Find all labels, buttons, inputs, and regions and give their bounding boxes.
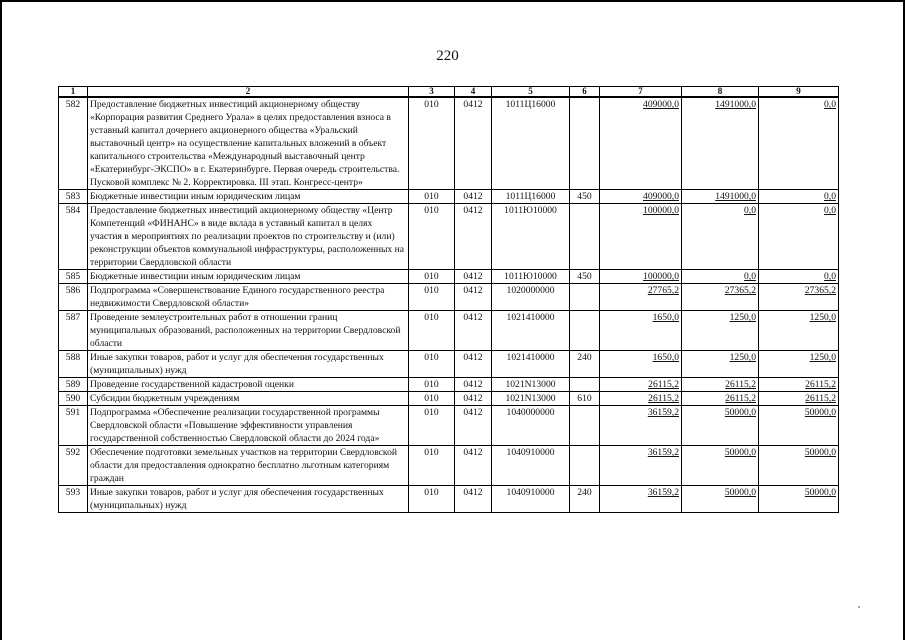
amount-year-1: 100000,0 — [643, 205, 679, 216]
amount-year-1-cell — [600, 190, 682, 204]
table-row — [59, 351, 839, 378]
expense-type-code — [570, 311, 600, 351]
amount-year-1-cell — [600, 406, 682, 446]
amount-year-1: 27765,2 — [647, 285, 679, 296]
target-article-code: 1021410000 — [492, 311, 570, 351]
expense-type-code — [570, 204, 600, 270]
row-number: 587 — [59, 311, 88, 351]
amount-year-2: 1491000,0 — [715, 99, 756, 110]
table-row — [59, 406, 839, 446]
table-row — [59, 204, 839, 270]
column-header-2: 2 — [88, 87, 409, 98]
target-article-code: 1040910000 — [492, 446, 570, 486]
header-row — [59, 87, 839, 98]
amount-year-3-cell — [759, 351, 839, 378]
section-code: 0412 — [455, 311, 492, 351]
amount-year-1: 1650,0 — [652, 352, 679, 363]
amount-year-3: 27365,2 — [804, 285, 836, 296]
target-article-code: 1021N13000 — [492, 378, 570, 392]
amount-year-1-cell — [600, 392, 682, 406]
row-number: 593 — [59, 486, 88, 513]
amount-year-1-cell — [600, 446, 682, 486]
amount-year-1-cell — [600, 311, 682, 351]
column-header-1: 1 — [59, 87, 88, 98]
row-name: Подпрограмма «Обеспечение реализации государственной программы Свердловской области «Повышение эффективности управления государственной собственностью Свердловской области до 2024 года» — [88, 406, 409, 446]
amount-year-3-cell — [759, 270, 839, 284]
scan-border-top — [0, 0, 905, 2]
row-number: 591 — [59, 406, 88, 446]
expense-type-code — [570, 378, 600, 392]
amount-year-3-cell — [759, 406, 839, 446]
expense-type-code: 450 — [570, 270, 600, 284]
table-row — [59, 311, 839, 351]
row-number: 589 — [59, 378, 88, 392]
amount-year-2: 1250,0 — [729, 352, 756, 363]
section-code: 0412 — [455, 392, 492, 406]
column-header-5: 5 — [492, 87, 570, 98]
row-number: 588 — [59, 351, 88, 378]
column-header-3: 3 — [409, 87, 455, 98]
row-name: Бюджетные инвестиции иным юридическим лицам — [88, 190, 409, 204]
amount-year-2: 26115,2 — [725, 393, 756, 404]
amount-year-3: 50000,0 — [804, 487, 836, 498]
target-article-code: 1011Ц16000 — [492, 97, 570, 190]
section-code: 0412 — [455, 406, 492, 446]
amount-year-1: 409000,0 — [643, 191, 679, 202]
amount-year-3: 26115,2 — [805, 393, 836, 404]
amount-year-3: 0,0 — [824, 205, 836, 216]
section-code: 0412 — [455, 284, 492, 311]
amount-year-2: 0,0 — [744, 271, 756, 282]
section-code: 0412 — [455, 378, 492, 392]
amount-year-1: 36159,2 — [647, 447, 679, 458]
amount-year-2: 50000,0 — [724, 407, 756, 418]
target-article-code: 1011Ю10000 — [492, 270, 570, 284]
target-article-code: 1011Ц16000 — [492, 190, 570, 204]
ministry-code: 010 — [409, 486, 455, 513]
amount-year-2-cell — [682, 204, 759, 270]
target-article-code: 1011Ю10000 — [492, 204, 570, 270]
row-number: 590 — [59, 392, 88, 406]
amount-year-3: 0,0 — [824, 191, 836, 202]
ministry-code: 010 — [409, 190, 455, 204]
amount-year-1: 36159,2 — [647, 407, 679, 418]
table-row — [59, 97, 839, 190]
target-article-code: 1040910000 — [492, 486, 570, 513]
ministry-code: 010 — [409, 351, 455, 378]
amount-year-1: 26115,2 — [648, 379, 679, 390]
amount-year-2-cell — [682, 311, 759, 351]
expense-type-code: 240 — [570, 486, 600, 513]
amount-year-3: 0,0 — [824, 99, 836, 110]
amount-year-2: 1491000,0 — [715, 191, 756, 202]
section-code: 0412 — [455, 486, 492, 513]
row-name: Проведение государственной кадастровой оценки — [88, 378, 409, 392]
row-number: 586 — [59, 284, 88, 311]
amount-year-1: 36159,2 — [647, 487, 679, 498]
amount-year-3: 26115,2 — [805, 379, 836, 390]
expense-type-code — [570, 284, 600, 311]
amount-year-2-cell — [682, 190, 759, 204]
row-name: Иные закупки товаров, работ и услуг для обеспечения государственных (муниципальных) нужд — [88, 486, 409, 513]
ministry-code: 010 — [409, 392, 455, 406]
section-code: 0412 — [455, 446, 492, 486]
amount-year-3-cell — [759, 284, 839, 311]
column-header-6: 6 — [570, 87, 600, 98]
column-header-4: 4 — [455, 87, 492, 98]
scan-speck — [858, 606, 860, 608]
ministry-code: 010 — [409, 204, 455, 270]
row-name: Иные закупки товаров, работ и услуг для обеспечения государственных (муниципальных) нужд — [88, 351, 409, 378]
row-name: Предоставление бюджетных инвестиций акционерному обществу «Корпорация развития Среднего Урала» в целях предоставления взноса в уставный капитал дочернего акционерного общества «Уральский выставочный центр» на осуществление капитальных вложений в объект капитального строительства «Международный выставочный центр «Екатеринбург-ЭКСПО» в г. Екатеринбурге. Первая очередь строительства. Пусковой комплекс № 2. Корректировка. III этап. Конгресс-центр» — [88, 97, 409, 190]
table-row — [59, 190, 839, 204]
row-number: 584 — [59, 204, 88, 270]
ministry-code: 010 — [409, 446, 455, 486]
amount-year-3-cell — [759, 392, 839, 406]
ministry-code: 010 — [409, 311, 455, 351]
target-article-code: 1021410000 — [492, 351, 570, 378]
amount-year-2: 0,0 — [744, 205, 756, 216]
amount-year-3-cell — [759, 204, 839, 270]
amount-year-3-cell — [759, 190, 839, 204]
amount-year-2: 50000,0 — [724, 447, 756, 458]
row-name: Проведение землеустроительных работ в отношении границ муниципальных образований, расположенных на территории Свердловской области — [88, 311, 409, 351]
amount-year-1: 26115,2 — [648, 393, 679, 404]
row-name: Субсидии бюджетным учреждениям — [88, 392, 409, 406]
amount-year-2-cell — [682, 378, 759, 392]
table-row — [59, 392, 839, 406]
expense-type-code: 450 — [570, 190, 600, 204]
amount-year-2-cell — [682, 406, 759, 446]
amount-year-1: 1650,0 — [652, 312, 679, 323]
table-header — [59, 87, 839, 98]
amount-year-3: 50000,0 — [804, 447, 836, 458]
expense-type-code: 240 — [570, 351, 600, 378]
row-number: 583 — [59, 190, 88, 204]
scan-border-left — [0, 0, 2, 640]
table-row — [59, 446, 839, 486]
row-name: Бюджетные инвестиции иным юридическим лицам — [88, 270, 409, 284]
ministry-code: 010 — [409, 284, 455, 311]
row-number: 592 — [59, 446, 88, 486]
target-article-code: 1021N13000 — [492, 392, 570, 406]
amount-year-3-cell — [759, 446, 839, 486]
table-row — [59, 284, 839, 311]
target-article-code: 1020000000 — [492, 284, 570, 311]
amount-year-1: 100000,0 — [643, 271, 679, 282]
section-code: 0412 — [455, 97, 492, 190]
section-code: 0412 — [455, 270, 492, 284]
amount-year-3: 50000,0 — [804, 407, 836, 418]
amount-year-2-cell — [682, 284, 759, 311]
amount-year-2-cell — [682, 97, 759, 190]
section-code: 0412 — [455, 190, 492, 204]
amount-year-3-cell — [759, 486, 839, 513]
amount-year-1-cell — [600, 97, 682, 190]
amount-year-3: 1250,0 — [809, 312, 836, 323]
ministry-code: 010 — [409, 97, 455, 190]
ministry-code: 010 — [409, 378, 455, 392]
amount-year-2-cell — [682, 446, 759, 486]
amount-year-1-cell — [600, 351, 682, 378]
ministry-code: 010 — [409, 406, 455, 446]
amount-year-2-cell — [682, 486, 759, 513]
amount-year-3-cell — [759, 311, 839, 351]
column-header-8: 8 — [682, 87, 759, 98]
amount-year-2-cell — [682, 270, 759, 284]
amount-year-2: 26115,2 — [725, 379, 756, 390]
row-number: 585 — [59, 270, 88, 284]
amount-year-1-cell — [600, 284, 682, 311]
amount-year-3: 1250,0 — [809, 352, 836, 363]
amount-year-3-cell — [759, 97, 839, 190]
ministry-code: 010 — [409, 270, 455, 284]
section-code: 0412 — [455, 204, 492, 270]
row-name: Предоставление бюджетных инвестиций акционерному обществу «Центр Компетенций «ФИНАНС» в виде вклада в уставный капитал в целях участия в мероприятиях по реализации проектов по строительству и (или) реконструкции объектов коммунальной инфраструктуры, расположенных на территории Свердловской области — [88, 204, 409, 270]
row-number: 582 — [59, 97, 88, 190]
amount-year-2: 27365,2 — [724, 285, 756, 296]
budget-table — [58, 86, 839, 513]
amount-year-3: 0,0 — [824, 271, 836, 282]
page-number: 220 — [436, 48, 459, 64]
row-name: Подпрограмма «Совершенствование Единого государственного реестра недвижимости Свердловской области» — [88, 284, 409, 311]
row-name: Обеспечение подготовки земельных участков на территории Свердловской области для предоставления однократно бесплатно льготным категориям граждан — [88, 446, 409, 486]
amount-year-1-cell — [600, 270, 682, 284]
section-code: 0412 — [455, 351, 492, 378]
table-row — [59, 486, 839, 513]
table-body — [59, 97, 839, 513]
column-header-7: 7 — [600, 87, 682, 98]
target-article-code: 1040000000 — [492, 406, 570, 446]
amount-year-3-cell — [759, 378, 839, 392]
amount-year-2-cell — [682, 351, 759, 378]
table-row — [59, 378, 839, 392]
expense-type-code — [570, 446, 600, 486]
amount-year-1-cell — [600, 378, 682, 392]
amount-year-1-cell — [600, 486, 682, 513]
expense-type-code: 610 — [570, 392, 600, 406]
amount-year-2-cell — [682, 392, 759, 406]
expense-type-code — [570, 97, 600, 190]
amount-year-2: 1250,0 — [729, 312, 756, 323]
column-header-9: 9 — [759, 87, 839, 98]
amount-year-1: 409000,0 — [643, 99, 679, 110]
expense-type-code — [570, 406, 600, 446]
table-row — [59, 270, 839, 284]
amount-year-1-cell — [600, 204, 682, 270]
amount-year-2: 50000,0 — [724, 487, 756, 498]
